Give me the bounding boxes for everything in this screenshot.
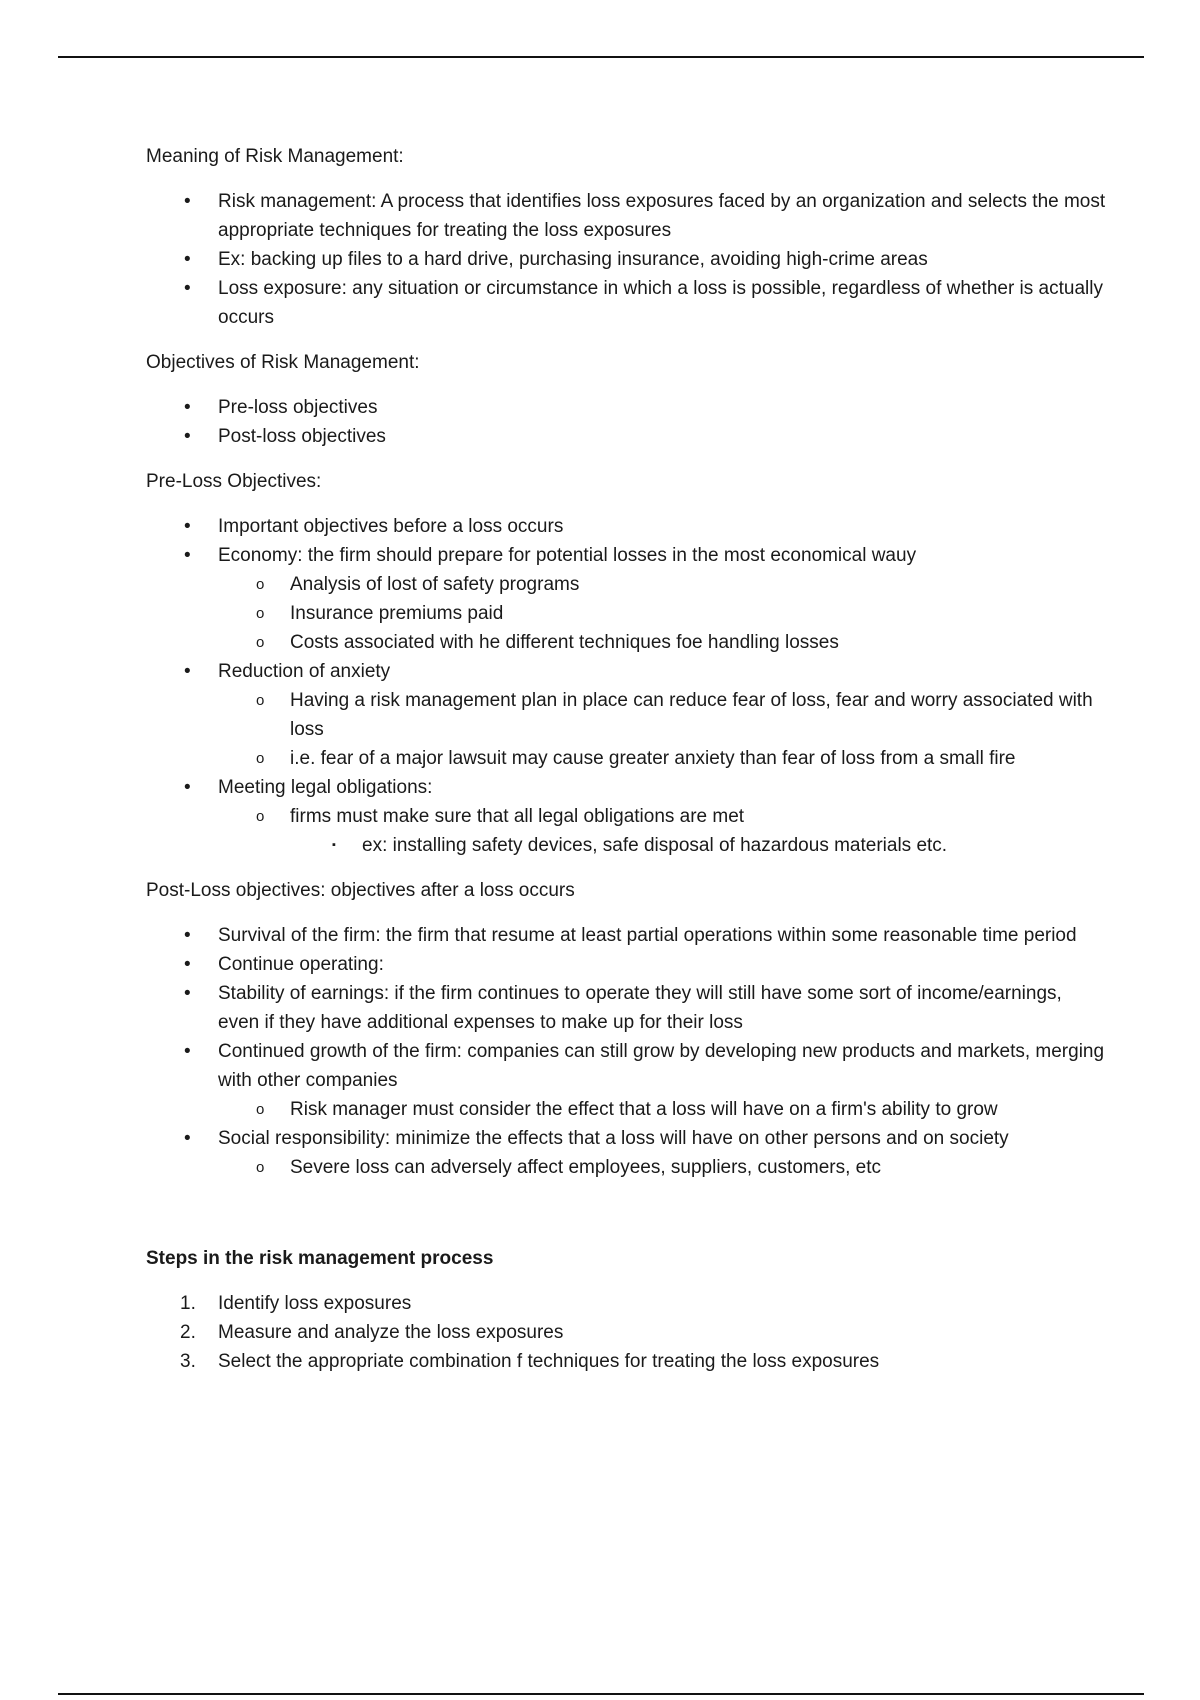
list-item: • Economy: the firm should prepare for potential losses in the most economical wauy [146,541,1106,570]
circle-bullet-icon: o [256,605,265,622]
heading-objectives: Objectives of Risk Management: [146,352,420,373]
list-item: • Stability of earnings: if the firm continues to operate they will still have some sort of income/earnings, even if they have additional expenses to make up for their loss [146,979,1106,1037]
circle-bullet-icon: o [256,750,265,767]
objectives-list [146,393,1106,451]
circle-bullet-icon: o [256,1159,265,1176]
list-item: • Social responsibility: minimize the effects that a loss will have on other persons and on society [146,1124,1106,1153]
circle-bullet-icon: o [256,808,265,825]
step-number: 1. [180,1293,196,1314]
heading-preloss: Pre-Loss Objectives: [146,471,322,492]
heading-meaning: Meaning of Risk Management: [146,146,404,167]
list-item: • Risk management: A process that identifies loss exposures faced by an organization and selects the most appropriate techniques for treating the loss exposures [146,187,1106,245]
sub-list-item: o Analysis of lost of safety programs [146,570,1106,599]
list-item: • Continue operating: [146,950,1106,979]
bullet-icon: • [184,1041,191,1062]
sub-list-item: o i.e. fear of a major lawsuit may cause greater anxiety than fear of loss from a small fire [146,744,1106,773]
bullet-icon: • [184,516,191,537]
bullet-icon: • [184,426,191,447]
numbered-item: 1. Identify loss exposures [146,1289,1106,1318]
step-number: 3. [180,1351,196,1372]
numbered-item: 2. Measure and analyze the loss exposures [146,1318,1106,1347]
header-rule [58,56,1144,58]
heading-postloss: Post-Loss objectives: objectives after a loss occurs [146,880,575,901]
sub-list-item: o Insurance premiums paid [146,599,1106,628]
circle-bullet-icon: o [256,692,265,709]
preloss-list [146,512,1106,860]
list-item: • Continued growth of the firm: companies can still grow by developing new products and markets, merging with other companies [146,1037,1106,1095]
bullet-icon: • [184,191,191,212]
document-body [146,142,1106,1392]
list-item: • Meeting legal obligations: [146,773,1106,802]
bullet-icon: • [184,1128,191,1149]
list-item: • Loss exposure: any situation or circumstance in which a loss is possible, regardless of whether is actually occurs [146,274,1106,332]
sub-list-item: o Risk manager must consider the effect that a loss will have on a firm's ability to grow [146,1095,1106,1124]
list-item: • Reduction of anxiety [146,657,1106,686]
bullet-icon: • [184,545,191,566]
sub-sub-list-item: ▪ ex: installing safety devices, safe disposal of hazardous materials etc. [146,831,1106,860]
spacer [146,1198,1106,1244]
list-item: • Pre-loss objectives [146,393,1106,422]
list-item: • Ex: backing up files to a hard drive, purchasing insurance, avoiding high-crime areas [146,245,1106,274]
bullet-icon: • [184,954,191,975]
circle-bullet-icon: o [256,1101,265,1118]
steps-list [146,1289,1106,1376]
circle-bullet-icon: o [256,634,265,651]
numbered-item: 3. Select the appropriate combination f techniques for treating the loss exposures [146,1347,1106,1376]
bullet-icon: • [184,983,191,1004]
bullet-icon: • [184,249,191,270]
bullet-icon: • [184,278,191,299]
meaning-list [146,187,1106,332]
square-bullet-icon: ▪ [332,839,336,851]
list-item: • Important objectives before a loss occurs [146,512,1106,541]
step-number: 2. [180,1322,196,1343]
bullet-icon: • [184,925,191,946]
postloss-list [146,921,1106,1182]
circle-bullet-icon: o [256,576,265,593]
sub-list-item: o Costs associated with he different techniques foe handling losses [146,628,1106,657]
sub-list-item: o Having a risk management plan in place can reduce fear of loss, fear and worry associated with loss [146,686,1106,744]
bullet-icon: • [184,661,191,682]
sub-list-item: o Severe loss can adversely affect employees, suppliers, customers, etc [146,1153,1106,1182]
list-item: • Post-loss objectives [146,422,1106,451]
bullet-icon: • [184,397,191,418]
bullet-icon: • [184,777,191,798]
sub-list-item: o firms must make sure that all legal obligations are met [146,802,1106,831]
list-item: • Survival of the firm: the firm that resume at least partial operations within some reasonable time period [146,921,1106,950]
footer-rule [58,1693,1144,1695]
heading-steps: Steps in the risk management process [146,1248,494,1269]
